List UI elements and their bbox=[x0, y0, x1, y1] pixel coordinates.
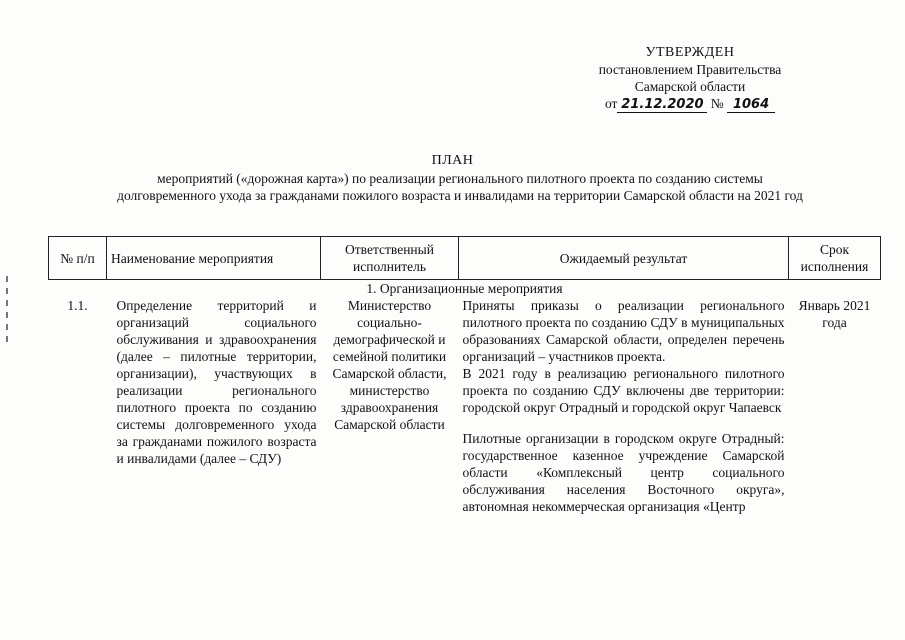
approval-line-2: Самарской области bbox=[634, 79, 746, 94]
approval-line-1: постановлением Правительства bbox=[598, 62, 782, 77]
approval-date-line bbox=[560, 95, 820, 113]
approval-title: УТВЕРЖДЕН bbox=[645, 45, 735, 60]
number-label: № bbox=[710, 96, 724, 111]
plan-subtitle bbox=[40, 170, 880, 204]
result-paragraph-2: В 2021 году в реализацию регионального пилотного проекта по созданию СДУ включены две территории: городской округ Отрадный и городской округ Чапаевск bbox=[462, 366, 785, 415]
header-name: Наименование мероприятия bbox=[107, 237, 321, 280]
result-spacer bbox=[463, 416, 785, 430]
row-num: 1.1. bbox=[67, 298, 88, 313]
row-responsible: Министерство социально-демографической и семейной политики Самарской области, министерство здравоохранения Самарской области bbox=[332, 298, 447, 432]
from-label: от bbox=[604, 96, 618, 111]
result-paragraph-3: Пилотные организации в городском округе Отрадный: государственное казенное учреждение Самарской области «Комплексный центр социального обслуживания населения Восточного округа», автономная некоммерческая организация «Центр bbox=[462, 431, 785, 514]
plan-subtitle-line-2: долговременного ухода за гражданами пожилого возраста и инвалидами на территории Самарской области на 2021 год bbox=[117, 188, 803, 203]
row-name: Определение территорий и организаций социального обслуживания и здравоохранения (далее – пилотные территории, организации), участвующих в реализации регионального пилотного проекта по созданию системы долговременного ухода за гражданами пожилого возраста и инвалидами (далее – СДУ) bbox=[116, 298, 317, 466]
table-header-row bbox=[49, 237, 881, 280]
section-row bbox=[49, 280, 881, 298]
header-num: № п/п bbox=[49, 237, 107, 280]
row-result bbox=[459, 297, 789, 515]
section-title: 1. Организационные мероприятия bbox=[366, 281, 563, 296]
approval-date: 21.12.2020 bbox=[617, 98, 707, 113]
row-term: Январь 2021 года bbox=[798, 298, 871, 330]
scan-margin-marks bbox=[4, 270, 10, 360]
plan-table bbox=[48, 236, 881, 515]
plan-title: ПЛАН bbox=[431, 153, 474, 168]
result-paragraph-1: Приняты приказы о реализации регионального пилотного проекта по созданию СДУ в муниципальных образованиях Самарской области, определен перечень организаций – участников проекта. bbox=[462, 298, 785, 364]
plan-subtitle-line-1: мероприятий («дорожная карта») по реализации регионального пилотного проекта по созданию системы bbox=[157, 171, 763, 186]
header-responsible: Ответственный исполнитель bbox=[321, 237, 459, 280]
header-result: Ожидаемый результат bbox=[459, 237, 789, 280]
approval-block bbox=[560, 44, 820, 113]
table-row bbox=[49, 297, 881, 515]
header-term: Срок исполнения bbox=[789, 237, 881, 280]
approval-number: 1064 bbox=[727, 98, 775, 113]
